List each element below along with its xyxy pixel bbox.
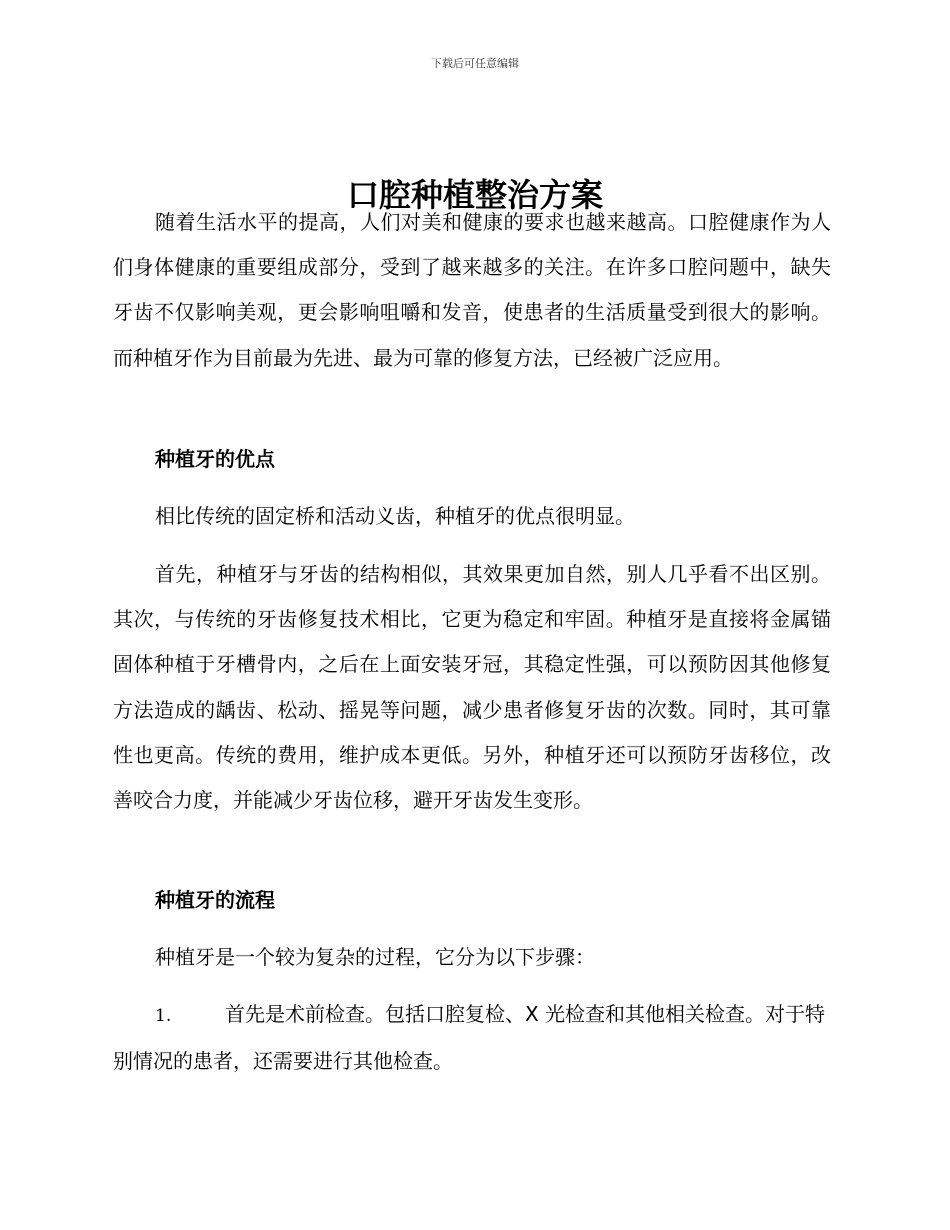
advantages-intro-paragraph: 相比传统的固定桥和活动义齿，种植牙的优点很明显。 [155, 504, 635, 528]
page-header-note: 下载后可任意编辑 [431, 57, 519, 70]
process-step-item [113, 992, 831, 1084]
process-step-text: 首先是术前检查。包括口腔复检、X 光检查和其他相关检查。对于特别情况的患者，还需要进行其他检查。 [113, 1002, 826, 1074]
section-heading-advantages: 种植牙的优点 [155, 447, 275, 471]
document-title: 口腔种植整治方案 [346, 176, 603, 215]
section-heading-process: 种植牙的流程 [155, 888, 275, 912]
intro-paragraph: 随着生活水平的提高，人们对美和健康的要求也越来越高。口腔健康作为人们身体健康的重要组成部分，受到了越来越多的关注。在许多口腔问题中，缺失牙齿不仅影响美观，更会影响咀嚼和发音，使患者的生活质量受到很大的影响。而种植牙作为目前最为先进、最为可靠的修复方法，已经被广泛应用。 [113, 210, 831, 370]
advantages-detail-paragraph: 首先，种植牙与牙齿的结构相似，其效果更加自然，别人几乎看不出区别。其次，与传统的牙齿修复技术相比，它更为稳定和牢固。种植牙是直接将金属锚固体种植于牙槽骨内，之后在上面安装牙冠，其稳定性强，可以预防因其他修复方法造成的龋齿、松动、摇晃等问题，减少患者修复牙齿的次数。同时，其可靠性也更高。传统的费用，维护成本更低。另外，种植牙还可以预防牙齿移位，改善咬合力度，并能减少牙齿位移，避开牙齿发生变形。 [113, 562, 831, 813]
process-step-number: 1. [155, 1006, 172, 1026]
process-intro-paragraph: 种植牙是一个较为复杂的过程，它分为以下步骤： [155, 945, 595, 969]
